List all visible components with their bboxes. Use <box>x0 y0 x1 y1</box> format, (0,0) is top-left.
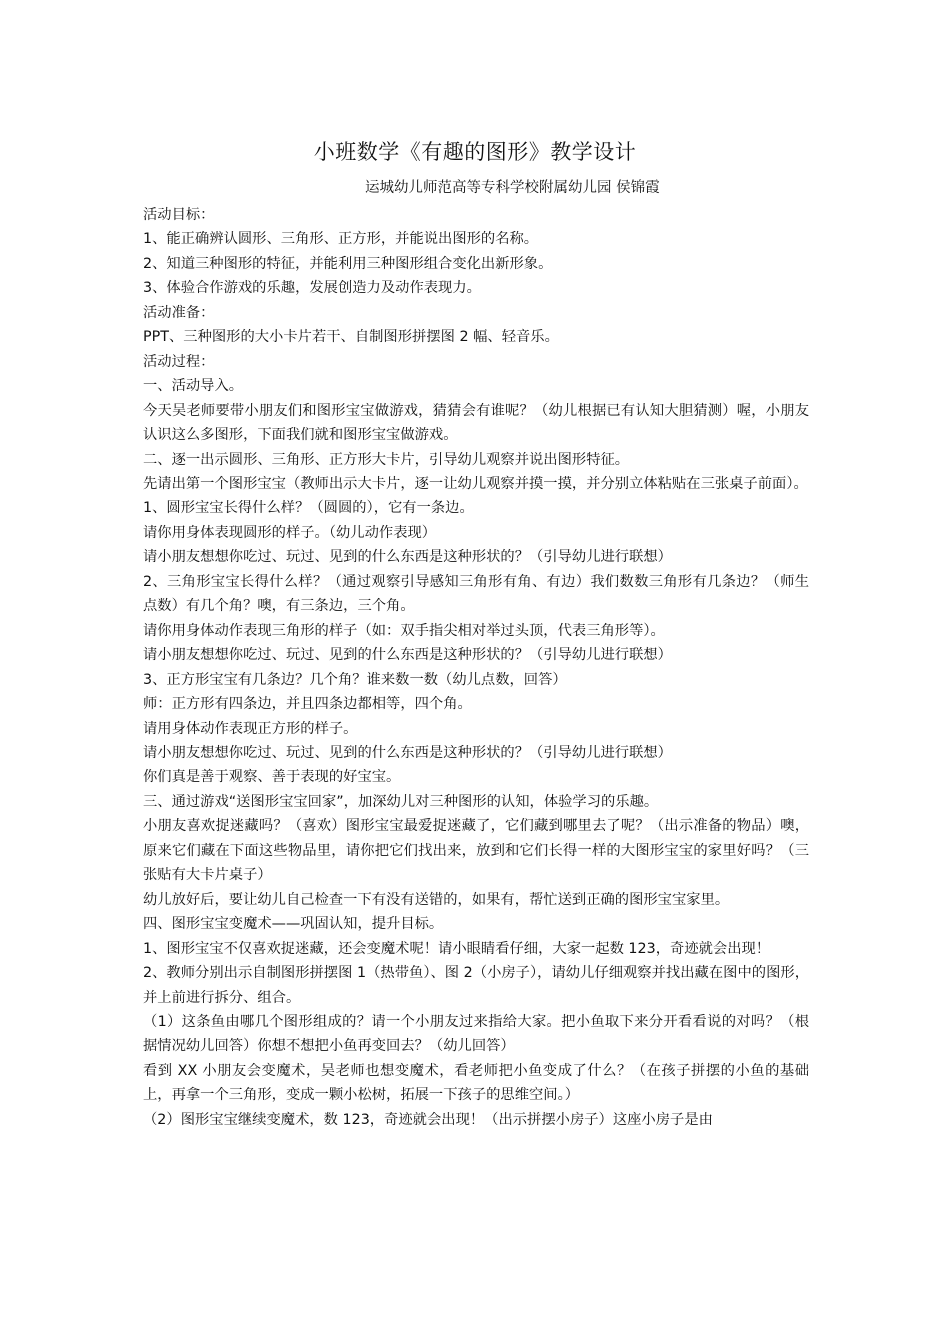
document-paragraph: 2、三角形宝宝长得什么样？（通过观察引导感知三角形有角、有边）我们数数三角形有几条边？（师生点数）有几个角？噢，有三条边，三个角。 <box>143 573 809 615</box>
document-paragraph: 3、体验合作游戏的乐趣，发展创造力及动作表现力。 <box>143 280 481 297</box>
document-paragraph: 1、圆形宝宝长得什么样？（圆圆的），它有一条边。 <box>143 500 474 517</box>
document-paragraph: 活动准备： <box>143 304 215 321</box>
document-paragraph: 1、能正确辨认圆形、三角形、正方形，并能说出图形的名称。 <box>143 231 539 248</box>
document-paragraph: PPT、三种图形的大小卡片若干、自制图形拼摆图 2 幅、轻音乐。 <box>143 329 559 346</box>
document-paragraph: 3、正方形宝宝有几条边？几个角？谁来数一数（幼儿点数，回答） <box>143 671 567 688</box>
document-title: 小班数学《有趣的图形》教学设计 <box>313 140 637 164</box>
document-paragraph: 请用身体动作表现正方形的样子。 <box>143 720 358 737</box>
document-paragraph: 活动目标： <box>143 207 215 223</box>
document-paragraph: （1）这条鱼由哪几个图形组成的？请一个小朋友过来指给大家。把小鱼取下来分开看看说的对吗？（根据情况幼儿回答）你想不想把小鱼再变回去？（幼儿回答） <box>143 1013 809 1055</box>
document-paragraph: 2、教师分别出示自制图形拼摆图 1（热带鱼）、图 2（小房子），请幼儿仔细观察并找出藏在图中的图形，并上前进行拆分、组合。 <box>143 965 809 1006</box>
document-author: 运城幼儿师范高等专科学校附属幼儿园 侯锦霞 <box>365 180 660 196</box>
document-paragraph: 小朋友喜欢捉迷藏吗？（喜欢）图形宝宝最爱捉迷藏了，它们藏到哪里去了呢？（出示准备的物品）噢，原来它们藏在下面这些物品里，请你把它们找出来，放到和它们长得一样的大图形宝宝的家里好吗？（三张贴有大卡片桌子） <box>143 818 809 884</box>
document-paragraph: 2、知道三种图形的特征，并能利用三种图形组合变化出新形象。 <box>143 255 553 272</box>
document-paragraph: 请小朋友想想你吃过、玩过、见到的什么东西是这种形状的？（引导幼儿进行联想） <box>143 744 672 761</box>
document-paragraph: 请小朋友想想你吃过、玩过、见到的什么东西是这种形状的？（引导幼儿进行联想） <box>143 647 672 664</box>
document-paragraph: 先请出第一个图形宝宝（教师出示大卡片，逐一让幼儿观察并摸一摸，并分别立体粘贴在三张桌子前面）。 <box>143 475 808 492</box>
document-body <box>143 203 809 1132</box>
document-paragraph: 今天吴老师要带小朋友们和图形宝宝做游戏，猜猜会有谁呢？（幼儿根据已有认知大胆猜测）喔，小朋友认识这么多图形，下面我们就和图形宝宝做游戏。 <box>143 402 809 444</box>
document-paragraph: 活动过程： <box>143 353 215 370</box>
document-paragraph: 请你用身体动作表现三角形的样子（如：双手指尖相对举过头顶，代表三角形等）。 <box>143 622 665 639</box>
document-paragraph: 幼儿放好后，要让幼儿自己检查一下有没有送错的，如果有，帮忙送到正确的图形宝宝家里。 <box>143 891 730 908</box>
document-paragraph: 1、图形宝宝不仅喜欢捉迷藏，还会变魔术呢！请小眼睛看仔细，大家一起数 123，奇迹就会出现！ <box>143 940 771 957</box>
document-paragraph: 师：正方形有四条边，并且四条边都相等，四个角。 <box>143 696 472 713</box>
document-paragraph: 你们真是善于观察、善于表现的好宝宝。 <box>143 769 401 786</box>
document-paragraph: 二、逐一出示圆形、三角形、正方形大卡片，引导幼儿观察并说出图形特征。 <box>143 451 630 468</box>
document-paragraph: 请你用身体表现圆形的样子。（幼儿动作表现） <box>143 524 437 541</box>
document-paragraph: 请小朋友想想你吃过、玩过、见到的什么东西是这种形状的？（引导幼儿进行联想） <box>143 549 672 566</box>
document-paragraph: 看到 XX 小朋友会变魔术，吴老师也想变魔术，看老师把小鱼变成了什么？（在孩子拼摆的小鱼的基础上，再拿一个三角形，变成一颗小松树，拓展一下孩子的思维空间。） <box>143 1062 809 1104</box>
document-paragraph: 一、活动导入。 <box>143 378 244 395</box>
document-paragraph: 三、通过游戏“送图形宝宝回家”，加深幼儿对三种图形的认知，体验学习的乐趣。 <box>143 793 659 810</box>
document-paragraph: （2）图形宝宝继续变魔术，数 123，奇迹就会出现！（出示拼摆小房子）这座小房子是由 <box>143 1111 713 1128</box>
document-paragraph: 四、图形宝宝变魔术——巩固认知，提升目标。 <box>143 916 444 933</box>
